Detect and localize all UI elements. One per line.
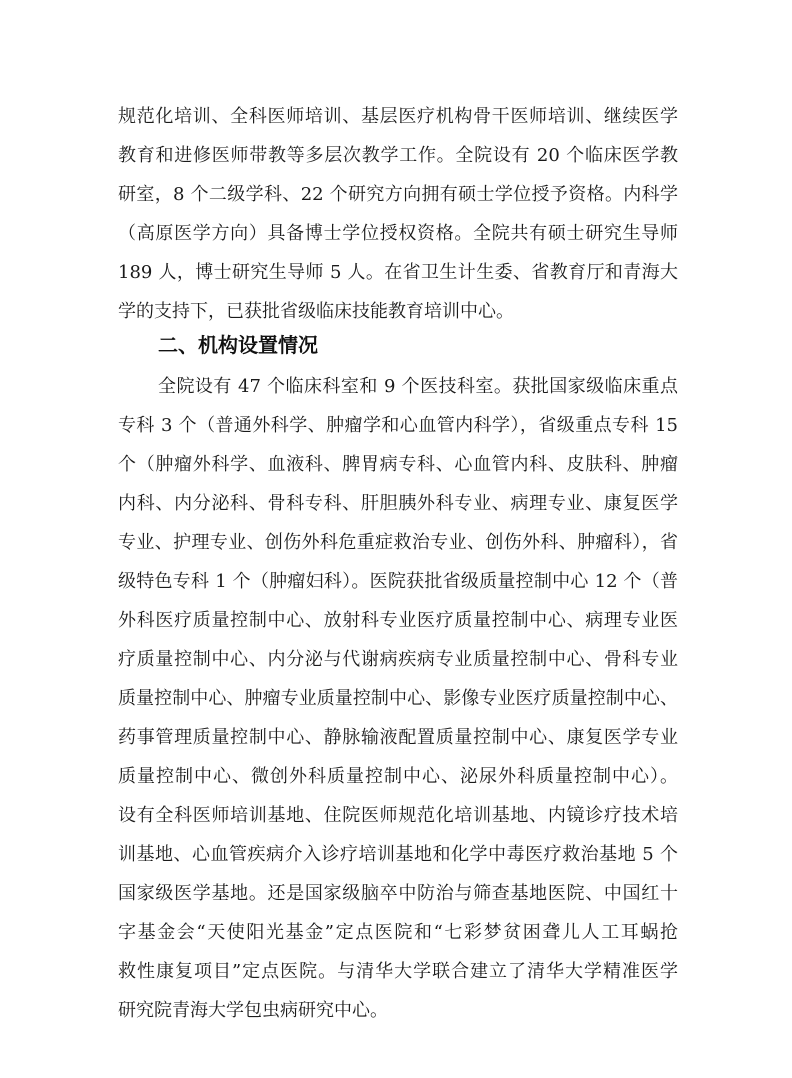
paragraph-line: 疗质量控制中心、内分泌与代谢病疾病专业质量控制中心、骨科专业 — [118, 649, 678, 670]
paragraph-line: 级特色专科 1 个（肿瘤妇科）。医院获批省级质量控制中心 12 个（普 — [118, 571, 678, 592]
section-heading: 二、机构设置情况 — [158, 333, 318, 357]
paragraph-line: 外科医疗质量控制中心、放射科专业医疗质量控制中心、病理专业医 — [118, 610, 678, 631]
paragraph-line: 救性康复项目”定点医院。与清华大学联合建立了清华大学精准医学 — [118, 961, 678, 982]
paragraph-line: 字基金会“天使阳光基金”定点医院和“七彩梦贫困聋儿人工耳蜗抢 — [118, 922, 678, 943]
paragraph-organization — [118, 374, 678, 1054]
paragraph-teaching — [118, 104, 678, 324]
paragraph-line: 质量控制中心、微创外科质量控制中心、泌尿外科质量控制中心）。 — [118, 766, 678, 787]
paragraph-line: 专业、护理专业、创伤外科危重症救治专业、创伤外科、肿瘤科），省 — [118, 532, 678, 553]
paragraph-line: 研究院青海大学包虫病研究中心。 — [118, 1000, 388, 1021]
paragraph-line: 国家级医学基地。还是国家级脑卒中防治与筛查基地医院、中国红十 — [118, 883, 678, 904]
paragraph-line: 研室，8 个二级学科、22 个研究方向拥有硕士学位授予资格。内科学 — [118, 184, 678, 205]
paragraph-line: 学的支持下，已获批省级临床技能教育培训中心。 — [118, 301, 514, 322]
paragraph-line: 规范化培训、全科医师培训、基层医疗机构骨干医师培训、继续医学 — [118, 106, 678, 127]
paragraph-line: （高原医学方向）具备博士学位授权资格。全院共有硕士研究生导师 — [118, 223, 678, 244]
paragraph-line: 质量控制中心、肿瘤专业质量控制中心、影像专业医疗质量控制中心、 — [118, 688, 678, 709]
paragraph-line: 内科、内分泌科、骨科专科、肝胆胰外科专业、病理专业、康复医学 — [118, 493, 678, 514]
paragraph-line: 专科 3 个（普通外科学、肿瘤学和心血管内科学），省级重点专科 15 — [118, 415, 678, 436]
paragraph-line: 全院设有 47 个临床科室和 9 个医技科室。获批国家级临床重点 — [158, 376, 678, 397]
paragraph-line: 训基地、心血管疾病介入诊疗培训基地和化学中毒医疗救治基地 5 个 — [118, 844, 678, 865]
paragraph-line: 药事管理质量控制中心、静脉输液配置质量控制中心、康复医学专业 — [118, 727, 678, 748]
paragraph-line: 个（肿瘤外科学、血液科、脾胃病专科、心血管内科、皮肤科、肿瘤 — [118, 454, 678, 475]
paragraph-line: 教育和进修医师带教等多层次教学工作。全院设有 20 个临床医学教 — [118, 145, 678, 166]
paragraph-line: 189 人，博士研究生导师 5 人。在省卫生计生委、省教育厅和青海大 — [118, 262, 678, 283]
paragraph-line: 设有全科医师培训基地、住院医师规范化培训基地、内镜诊疗技术培 — [118, 805, 678, 826]
